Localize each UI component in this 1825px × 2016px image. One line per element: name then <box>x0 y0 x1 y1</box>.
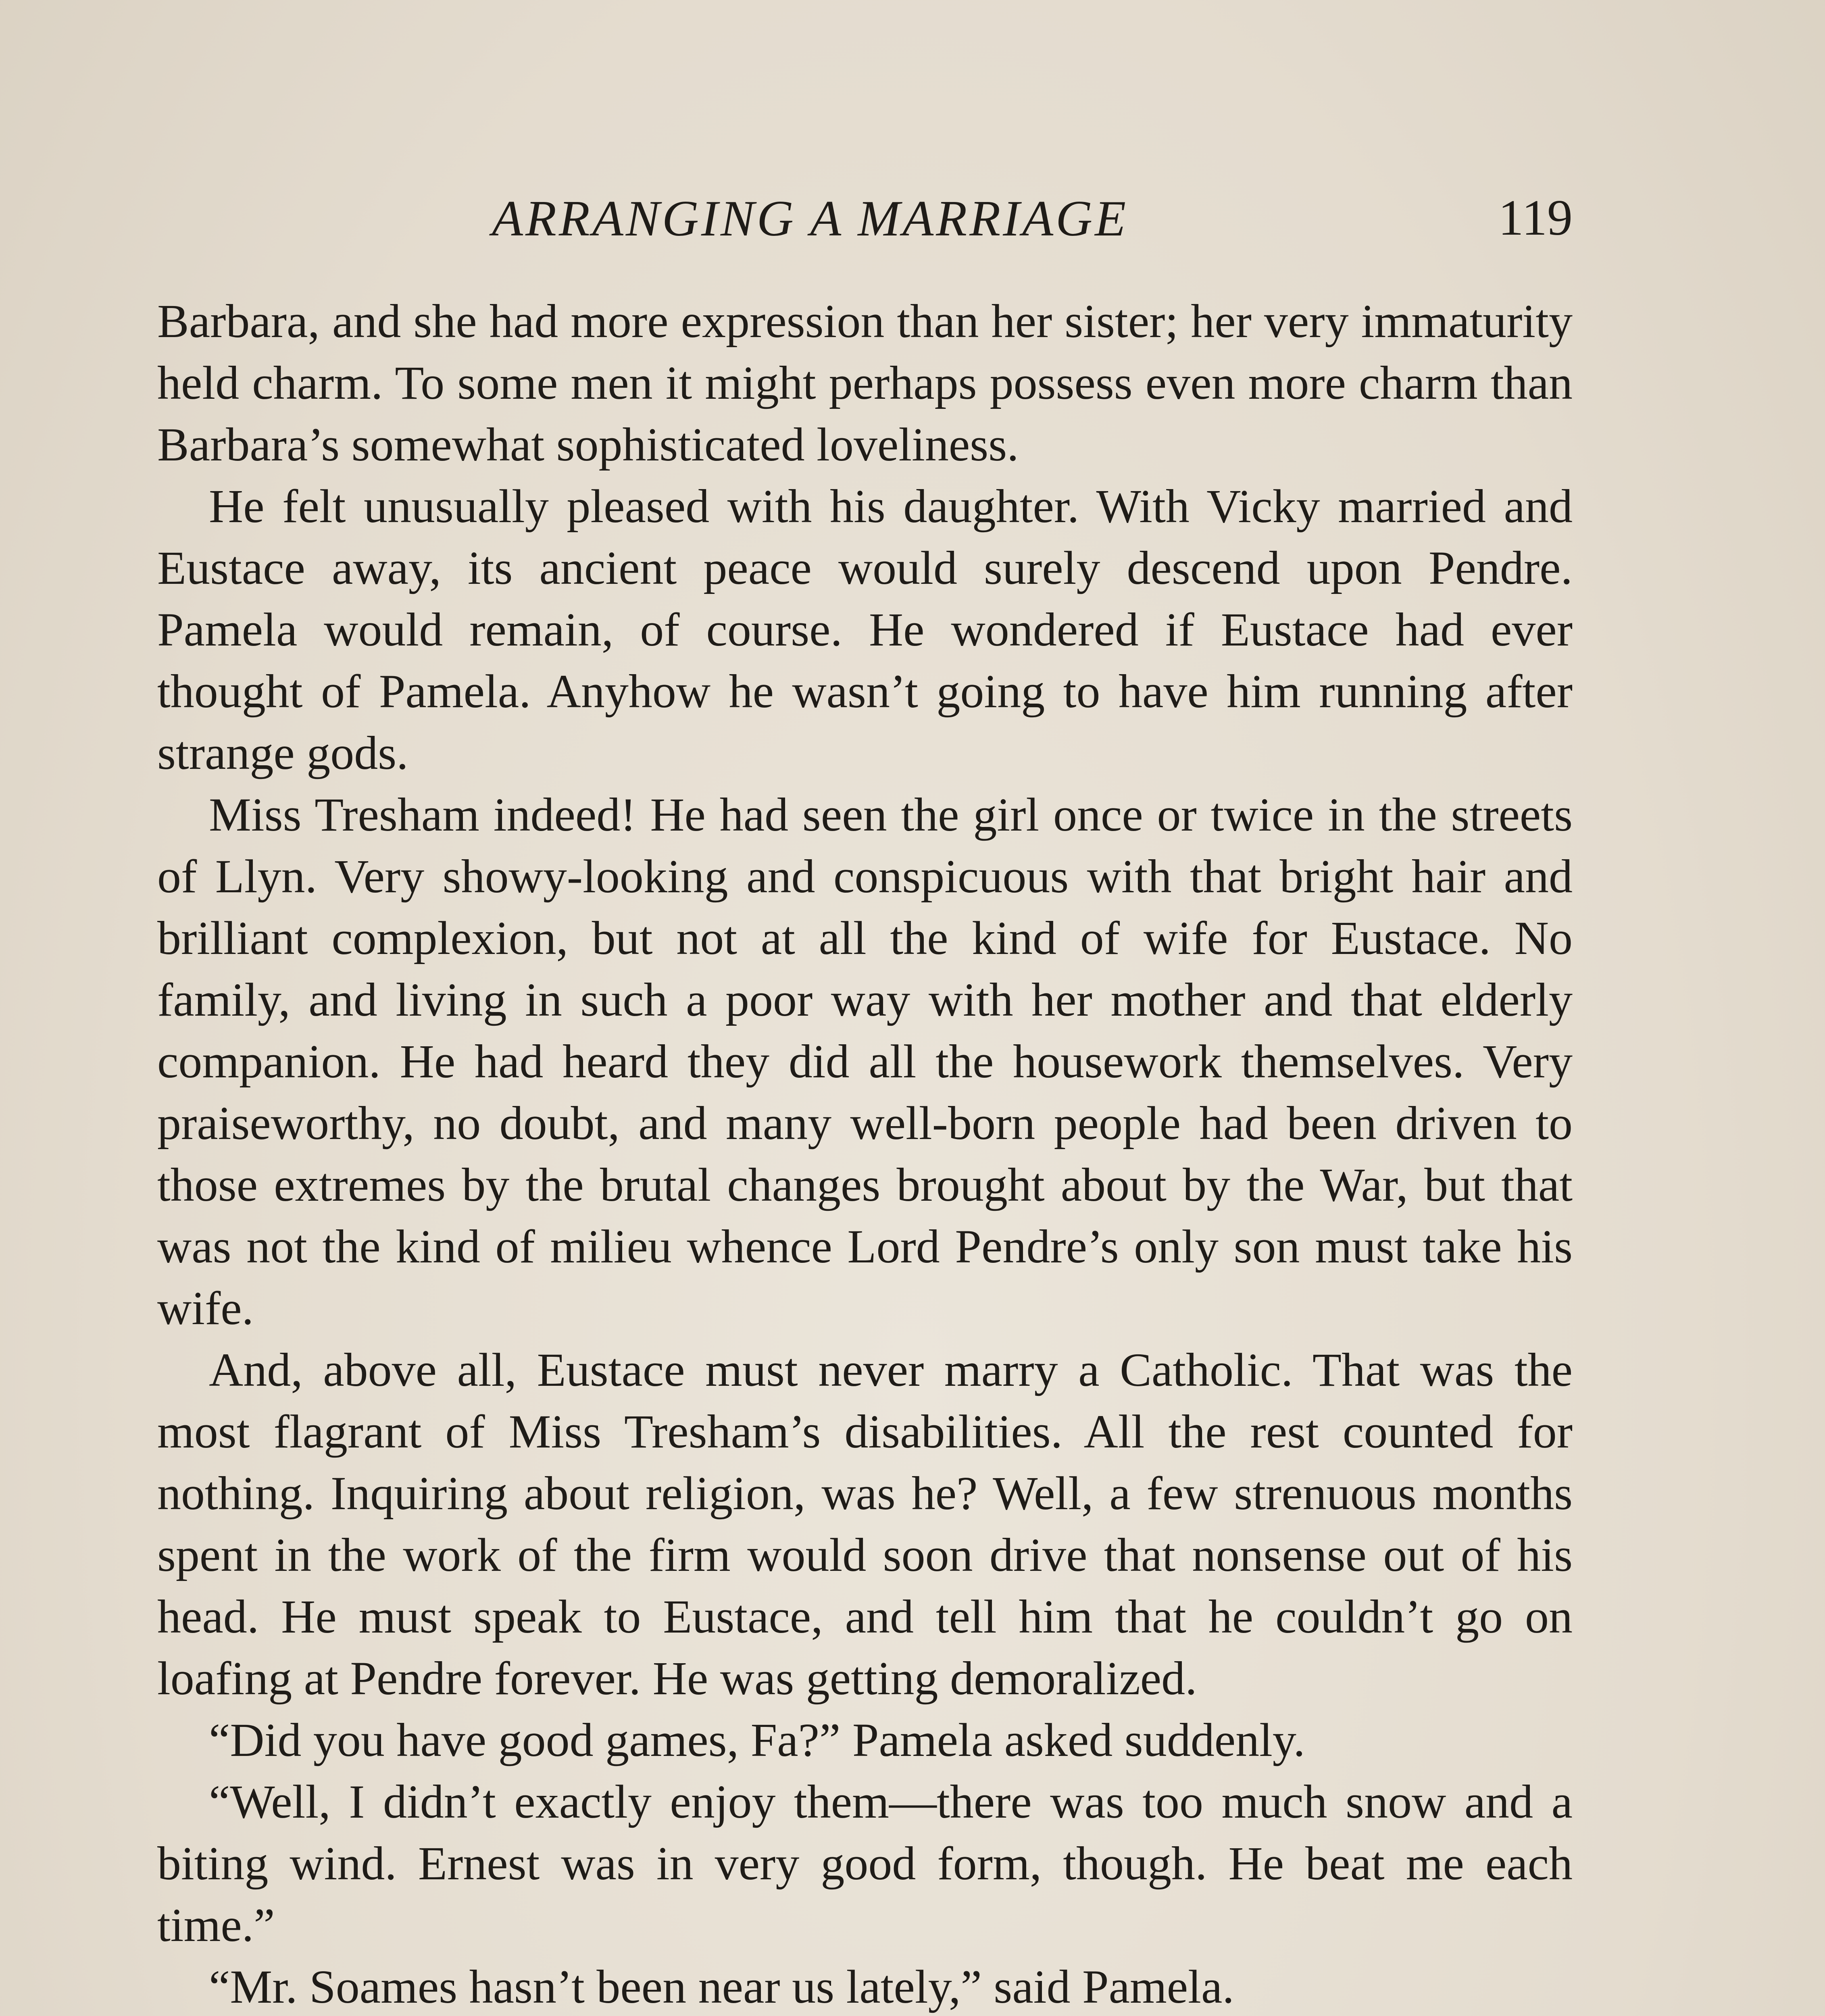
paragraph: “Did you have good games, Fa?” Pamela asked suddenly. <box>209 1714 1305 1766</box>
paragraph: And, above all, Eustace must never marry a Catholic. That was the most flagrant of Miss Tresham’s disabilities. All the rest counted for nothing. Inquiring about religion, was he? Well, a few strenuous months spent in the work of the firm would soon drive that nonsense out of his head. He must speak to Eustace, and tell him that he couldn’t go on loafing at Pendre forever. He was getting demoralized. <box>157 1343 1573 1705</box>
paragraph: “Mr. Soames hasn’t been near us lately,” said Pamela. <box>209 1960 1234 2013</box>
paragraph: Barbara, and she had more expression than her sister; her very immaturity held charm. To some men it might perhaps possess even more charm than Barbara’s somewhat sophisticated loveliness. <box>157 295 1573 471</box>
paragraph: He felt unusually pleased with his daughter. With Vicky married and Eustace away, its ancient peace would surely descend upon Pendre. Pamela would remain, of course. He wondered if Eustace had ever thought of Pamela. Anyhow he wasn’t going to have him running after strange gods. <box>157 480 1573 779</box>
body-text <box>157 290 1573 2016</box>
running-head: ARRANGING A MARRIAGE <box>492 191 1129 247</box>
paragraph: Miss Tresham indeed! He had seen the girl once or twice in the streets of Llyn. Very showy-looking and conspicuous with that bright hair and brilliant complexion, but not at all the kind of wife for Eustace. No family, and living in such a poor way with her mother and that elderly companion. He had heard they did all the housework themselves. Very praiseworthy, no doubt, and many well-born people had been driven to those extremes by the brutal changes brought about by the War, but that was not the kind of milieu whence Lord Pendre’s only son must take his wife. <box>157 788 1573 1335</box>
page-number: 119 <box>1498 190 1573 246</box>
paragraph: “Well, I didn’t exactly enjoy them—there was too much snow and a biting wind. Ernest was in very good form, though. He beat me each time.” <box>157 1775 1573 1951</box>
